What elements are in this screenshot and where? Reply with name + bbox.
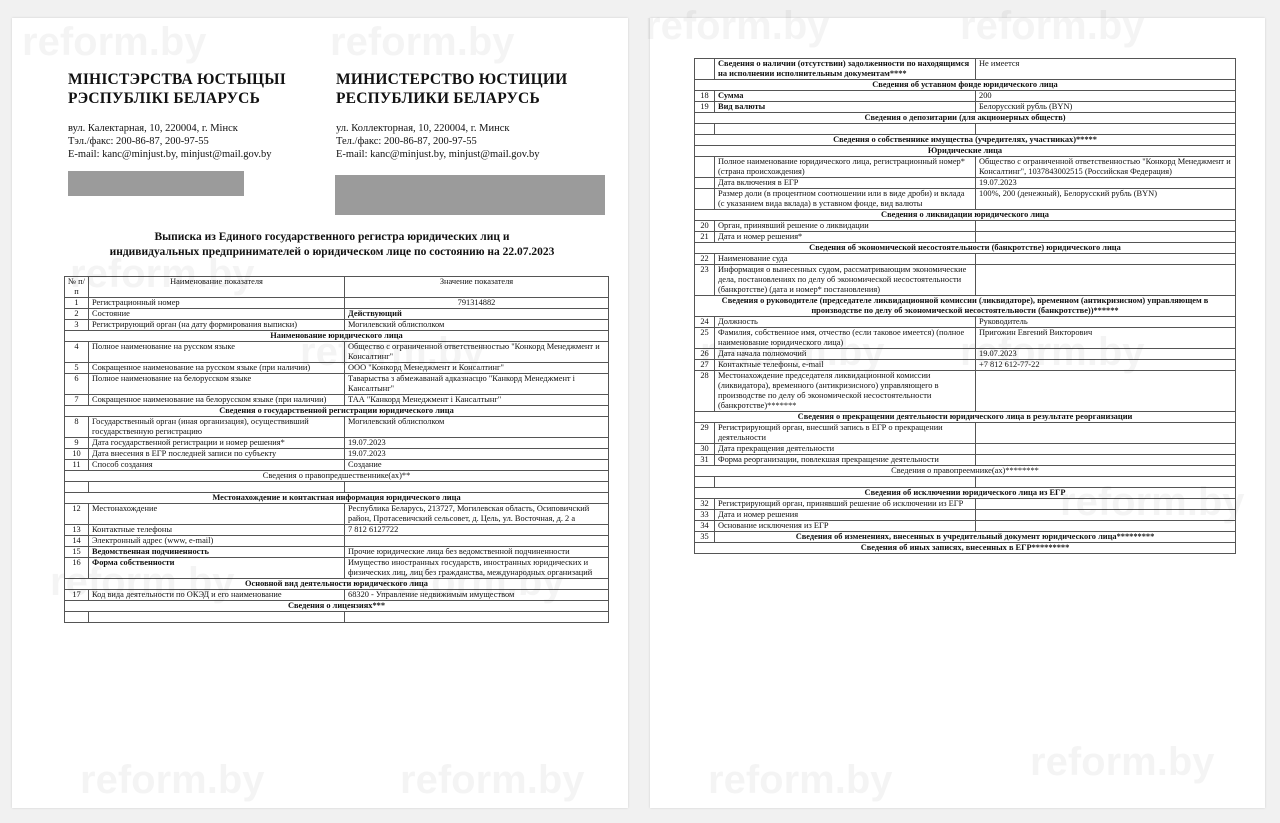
table-row: 6 Полное наименование на белорусском языке Таварыства з абмежаванай адказнасцю "Канкорд Менеджмент і Кансалтынг" xyxy=(65,374,609,395)
section-row: Основной вид деятельности юридического лица xyxy=(65,579,609,590)
section-row: Сведения о лицензиях*** xyxy=(65,601,609,612)
table-row: 7 Сокращенное наименование на белорусском языке (при наличии) ТАА "Канкорд Менеджмент і Кансалтынг" xyxy=(65,395,609,406)
table-row: 3 Регистрирующий орган (на дату формирования выписки) Могилевский облисполком xyxy=(65,320,609,331)
table-row: 16 Форма собственности Имущество иностранных государств, иностранных юридических и физических лиц, лиц без гражданства, международных организаций xyxy=(65,558,609,579)
section-row: Сведения о собственнике имущества (учредителях, участниках)***** xyxy=(695,135,1236,146)
table-row: 13 Контактные телефоны 7 812 6127722 xyxy=(65,525,609,536)
ministry-contacts xyxy=(336,122,596,161)
section-row: Сведения о депозитарии (для акционерных обществ) xyxy=(695,113,1236,124)
ministry-name-line2: РЭСПУБЛІКІ БЕЛАРУСЬ xyxy=(68,90,261,107)
address: ул. Коллекторная, 10, 220004, г. Минск xyxy=(336,123,510,134)
header-belarusian xyxy=(68,70,328,161)
table-row: 11 Способ создания Создание xyxy=(65,460,609,471)
section-row: Сведения о руководителе (председателе ликвидационной комиссии (ликвидаторе), временном (антикризисном) управляющем в производстве по делу об экономической несостоятельности (банкротстве))****** xyxy=(695,296,1236,317)
table-row: 18 Сумма 200 xyxy=(695,91,1236,102)
phone: Тел./факс: 200-86-87, 200-97-55 xyxy=(336,136,477,147)
table-row: 12 Местонахождение Республика Беларусь, 213727, Могилевская область, Осиповичский район, Протасевичский сельсовет, д. Цель, ул. Восточная, д. 2 а xyxy=(65,504,609,525)
section-row: Сведения о ликвидации юридического лица xyxy=(695,210,1236,221)
table-row: 34 Основание исключения из ЕГР xyxy=(695,521,1236,532)
header-russian xyxy=(336,70,596,161)
section-row: Сведения об уставном фонде юридического лица xyxy=(695,80,1236,91)
ministry-name-line1: МІНІСТЭРСТВА ЮСТЫЦЫІ xyxy=(68,71,286,88)
table-row: 30 Дата прекращения деятельности xyxy=(695,444,1236,455)
table-row: 21 Дата и номер решения* xyxy=(695,232,1236,243)
empty-row xyxy=(65,482,609,493)
redaction-block xyxy=(68,171,244,196)
table-row: 9 Дата государственной регистрации и номер решения* 19.07.2023 xyxy=(65,438,609,449)
table-row: 15 Ведомственная подчиненность Прочие юридические лица без ведомственной подчиненности xyxy=(65,547,609,558)
table-header-row: № п/п Наименование показателя Значение показателя xyxy=(65,277,609,298)
table-row: 33 Дата и номер решения xyxy=(695,510,1236,521)
table-row: 23 Информация о вынесенных судом, рассматривающим экономические дела, постановлениях по делу об экономической несостоятельности (банкротстве) (дата и номер* постановления) xyxy=(695,265,1236,296)
ministry-name-line1: МИНИСТЕРСТВО ЮСТИЦИИ xyxy=(336,71,568,88)
section-row: Сведения о правопредшественнике(ах)** xyxy=(65,471,609,482)
table-row: 17 Код вида деятельности по ОКЭД и его наименование 68320 - Управление недвижимым имуществом xyxy=(65,590,609,601)
section-row: Сведения о правопреемнике(ах)******** xyxy=(695,466,1236,477)
table-row: 22 Наименование суда xyxy=(695,254,1236,265)
table-row: 20 Орган, принявший решение о ликвидации xyxy=(695,221,1236,232)
table-row: 28 Местонахождение председателя ликвидационной комиссии (ликвидатора), временного (антикризисного) управляющего в производстве по делу об экономической несостоятельности (банкротстве)******* xyxy=(695,371,1236,412)
registry-table-left xyxy=(64,276,609,623)
email: E-mail: kanc@minjust.by, minjust@mail.gov.by xyxy=(68,149,272,160)
table-row: 5 Сокращенное наименование на русском языке (при наличии) ООО "Конкорд Менеджмент и Консалтинг" xyxy=(65,363,609,374)
document-page-right xyxy=(650,18,1265,808)
section-row: Наименование юридического лица xyxy=(65,331,609,342)
table-row: 32 Регистрирующий орган, принявший решение об исключении из ЕГР xyxy=(695,499,1236,510)
table-row: 24 Должность Руководитель xyxy=(695,317,1236,328)
section-row: Сведения об иных записях, внесенных в ЕГР********* xyxy=(695,543,1236,554)
email: E-mail: kanc@minjust.by, minjust@mail.gov.by xyxy=(336,149,540,160)
section-row: Сведения о государственной регистрации юридического лица xyxy=(65,406,609,417)
section-row: Юридические лица xyxy=(695,146,1236,157)
empty-row xyxy=(695,124,1236,135)
empty-row xyxy=(695,477,1236,488)
section-row: Местонахождение и контактная информация юридического лица xyxy=(65,493,609,504)
ministry-contacts xyxy=(68,122,328,161)
table-row: 25 Фамилия, собственное имя, отчество (если таковое имеется) (полное наименование юридического лица) Пригожин Евгений Викторович xyxy=(695,328,1236,349)
section-row: Сведения об исключении юридического лица из ЕГР xyxy=(695,488,1236,499)
table-row: 2 Состояние Действующий xyxy=(65,309,609,320)
registry-table-right xyxy=(694,58,1236,554)
table-row: 1 Регистрационный номер 791314882 xyxy=(65,298,609,309)
table-row: 35 Сведения об изменениях, внесенных в учредительный документ юридического лица********* xyxy=(695,532,1236,543)
address: вул. Калектарная, 10, 220004, г. Мінск xyxy=(68,123,238,134)
document-page-left xyxy=(12,18,628,808)
table-row: 10 Дата внесения в ЕГР последней записи по субъекту 19.07.2023 xyxy=(65,449,609,460)
table-row: Сведения о наличии (отсутствии) задолженности по находящимся на исполнении исполнительным документам**** Не имеется xyxy=(695,59,1236,80)
table-row: 8 Государственный орган (иная организация), осуществивший государственную регистрацию Могилевский облисполком xyxy=(65,417,609,438)
table-row: Дата включения в ЕГР 19.07.2023 xyxy=(695,178,1236,189)
table-row: Полное наименование юридического лица, регистрационный номер* (страна происхождения) Общество с ограниченной ответственностью "Конкорд Менеджмент и Консалтинг", 1037843002515 (Российская Федерация) xyxy=(695,157,1236,178)
empty-row xyxy=(65,612,609,623)
table-row: 26 Дата начала полномочий 19.07.2023 xyxy=(695,349,1236,360)
ministry-name-line2: РЕСПУБЛИКИ БЕЛАРУСЬ xyxy=(336,90,540,107)
table-row: 14 Электронный адрес (www, e-mail) xyxy=(65,536,609,547)
redaction-block xyxy=(335,175,605,215)
table-row: Размер доли (в процентном соотношении или в виде дроби) и вклада (с указанием вида вклада) в уставном фонде, вид валюты 100%, 200 (денежный), Белорусский рубль (BYN) xyxy=(695,189,1236,210)
table-row: 19 Вид валюты Белорусский рубль (BYN) xyxy=(695,102,1236,113)
section-row: Сведения об экономической несостоятельности (банкротстве) юридического лица xyxy=(695,243,1236,254)
activity-code: 68320 xyxy=(348,590,369,599)
section-row: Сведения о прекращении деятельности юридического лица в результате реорганизации xyxy=(695,412,1236,423)
activity-name: - Управление недвижимым имуществом xyxy=(368,590,515,599)
document-title: Выписка из Единого государственного регистра юридических лиц и индивидуальных предпринимателей о юридическом лице по состоянию на 22.07.2023 xyxy=(109,231,555,258)
table-row: 4 Полное наименование на русском языке Общество с ограниченной ответственностью "Конкорд Менеджмент и Консалтинг" xyxy=(65,342,609,363)
table-row: 31 Форма реорганизации, повлекшая прекращение деятельности xyxy=(695,455,1236,466)
table-row: 27 Контактные телефоны, e-mail +7 812 612-77-22 xyxy=(695,360,1236,371)
table-row: 29 Регистрирующий орган, внесший запись в ЕГР о прекращении деятельности xyxy=(695,423,1236,444)
phone: Тэл./факс: 200-86-87, 200-97-55 xyxy=(68,136,209,147)
